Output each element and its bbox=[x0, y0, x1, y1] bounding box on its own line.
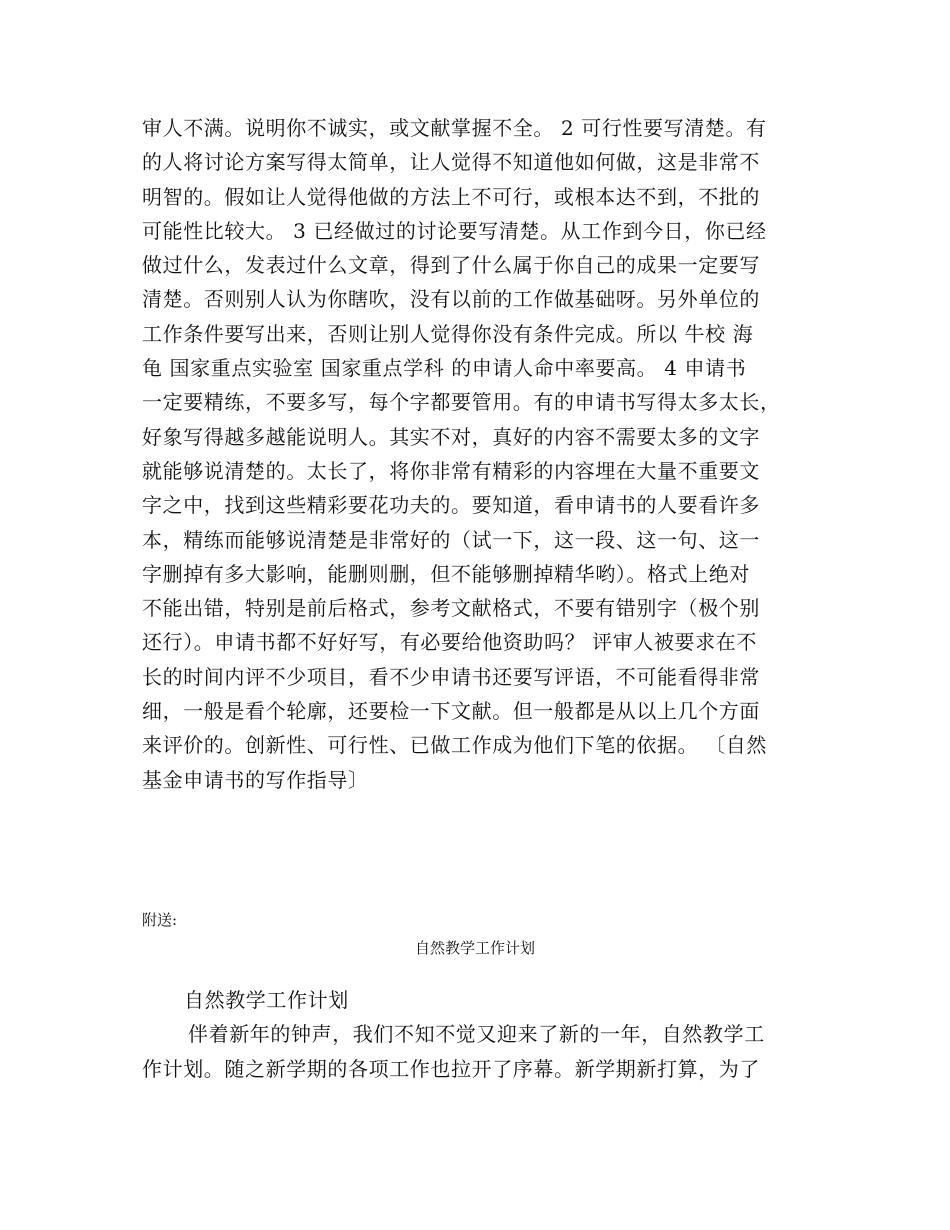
attachment-body bbox=[142, 983, 814, 1086]
text-line: 还行）。申请书都不好好写，有必要给他资助吗？ 评审人被要求在不 bbox=[142, 630, 757, 655]
text-line: 就能够说清楚的。太长了，将你非常有精彩的内容埋在大量不重要文 bbox=[142, 458, 760, 483]
text-line: 长的时间内评不少项目，看不少申请书还要写评语，不可能看得非常 bbox=[142, 664, 760, 689]
text-line: 不能出错，特别是前后格式，参考文献格式，不要有错别字（极个别 bbox=[142, 596, 760, 621]
attachment-title: 自然教学工作计划 bbox=[414, 939, 535, 957]
text-line: 的人将讨论方案写得太简单，让人觉得不知道他如何做，这是非常不 bbox=[142, 150, 760, 175]
text-line: 字删掉有多大影响，能删则删，但不能够删掉精华哟）。格式上绝对 bbox=[142, 561, 750, 586]
text-line: 龟 国家重点实验室 国家重点学科 的申请人命中率要高。 4 申请书 bbox=[142, 356, 747, 381]
text-line: 伴着新年的钟声，我们不知不觉又迎来了新的一年，自然教学工 bbox=[188, 1022, 765, 1047]
text-line: 明智的。假如让人觉得他做的方法上不可行，或根本达不到，不批的 bbox=[142, 184, 760, 209]
text-line: 工作条件要写出来，否则让别人觉得你没有条件完成。所以 牛校 海 bbox=[142, 321, 754, 346]
text-line: 好象写得越多越能说明人。其实不对，真好的内容不需要太多的文字 bbox=[142, 424, 760, 449]
text-line: 字之中，找到这些精彩要花功夫的。要知道，看申请书的人要看许多 bbox=[142, 493, 760, 518]
text-line: 基金申请书的写作指导〕 bbox=[142, 767, 369, 792]
text-line: 做过什么，发表过什么文章，得到了什么属于你自己的成果一定要写 bbox=[142, 253, 760, 278]
text-line: 来评价的。创新性、可行性、已做工作成为他们下笔的依据。 〔自然 bbox=[142, 733, 767, 758]
body-paragraph bbox=[142, 111, 814, 797]
text-line: 可能性比较大。 3 已经做过的讨论要写清楚。从工作到今日，你已经 bbox=[142, 218, 767, 243]
text-line: 本，精练而能够说清楚是非常好的（试一下，这一段、这一句、这一 bbox=[142, 527, 760, 552]
text-line: 作计划。随之新学期的各项工作也拉开了序幕。新学期新打算，为了 bbox=[142, 1056, 760, 1081]
text-line: 一定要精练，不要多写，每个字都要管用。有的申请书写得太多太长， bbox=[142, 390, 781, 415]
text-line: 审人不满。说明你不诚实，或文献掌握不全。 2 可行性要写清楚。有 bbox=[142, 116, 767, 140]
text-line: 细，一般是看个轮廓，还要检一下文献。但一般都是从以上几个方面 bbox=[142, 699, 760, 724]
attachment-heading: 自然教学工作计划 bbox=[184, 988, 349, 1012]
text-line: 清楚。否则别人认为你瞎吹，没有以前的工作做基础呀。另外单位的 bbox=[142, 287, 760, 312]
attachment-label: 附送: bbox=[142, 911, 178, 929]
